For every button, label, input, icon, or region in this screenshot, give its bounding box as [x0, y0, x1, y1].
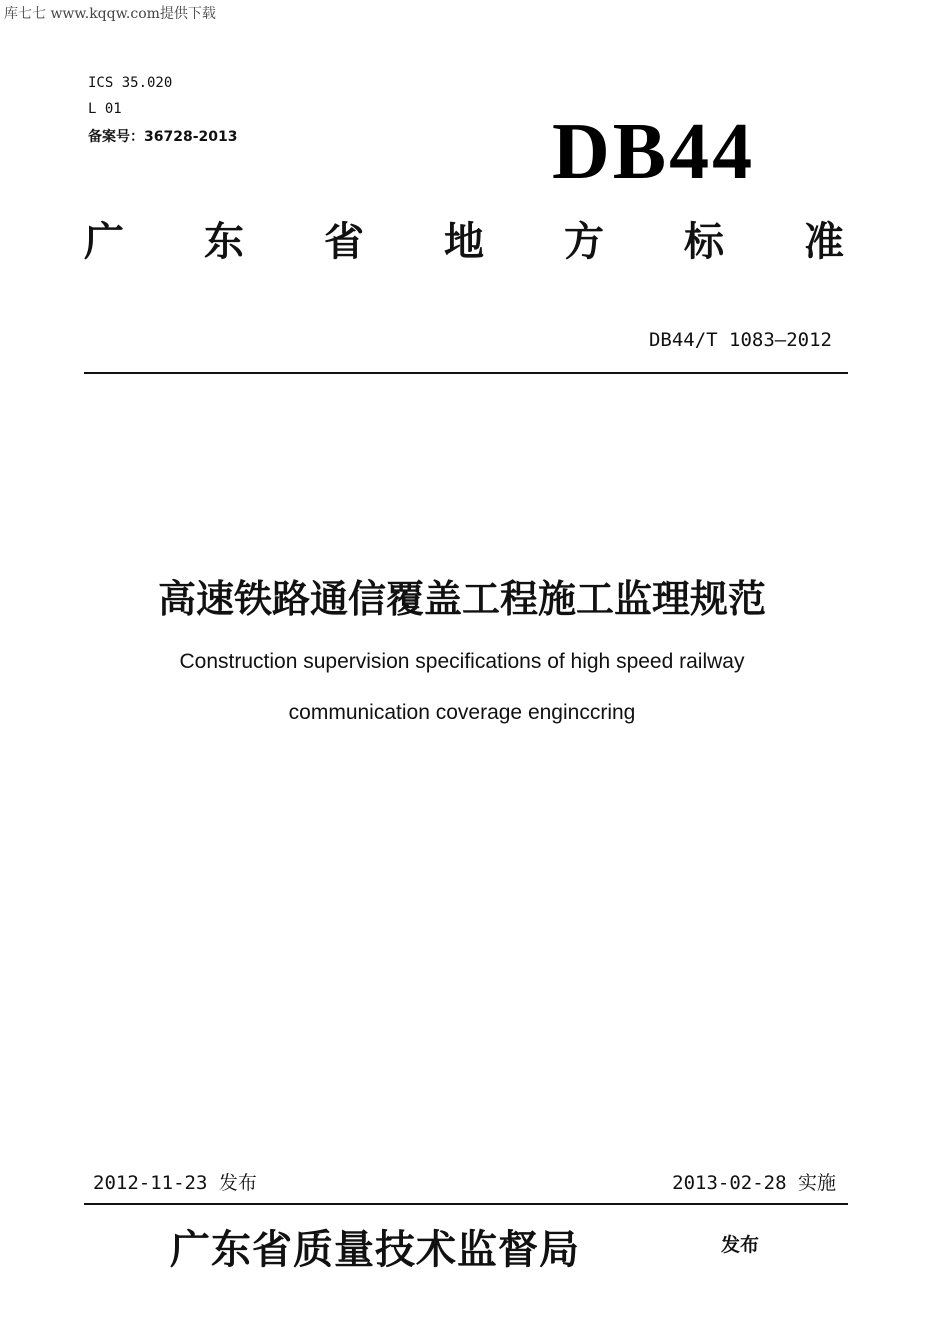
watermark-text: 库七七 www.kqqw.com提供下载	[4, 6, 216, 22]
title-english-line2: communication coverage enginccring	[288, 701, 636, 724]
title-chinese: 高速铁路通信覆盖工程施工监理规范	[157, 577, 766, 621]
issuer-suffix: 发布	[721, 1234, 760, 1256]
standard-type-char: 广	[84, 219, 124, 265]
standard-type-char: 方	[564, 219, 604, 265]
standard-type-heading	[84, 219, 844, 265]
registration-number: 备案号：36728-2013	[88, 129, 238, 145]
ics-code: ICS 35.020	[88, 75, 173, 91]
issuer-name: 广东省质量技术监督局	[170, 1226, 580, 1273]
implement-date: 2013-02-28 实施	[672, 1172, 836, 1194]
category-code: L 01	[88, 101, 122, 117]
bottom-divider	[84, 1203, 848, 1205]
standard-type-char: 准	[804, 219, 844, 265]
standard-type-char: 东	[204, 219, 244, 265]
standard-type-char: 省	[324, 219, 364, 265]
title-english-line1: Construction supervision specifications of high speed railway	[179, 650, 745, 673]
db44-logo: DB44	[552, 108, 756, 196]
top-divider	[84, 372, 848, 374]
standard-number: DB44/T 1083—2012	[648, 329, 832, 351]
standard-type-char: 地	[444, 219, 484, 265]
standard-type-char: 标	[684, 219, 724, 265]
publish-date: 2012-11-23 发布	[93, 1172, 257, 1194]
